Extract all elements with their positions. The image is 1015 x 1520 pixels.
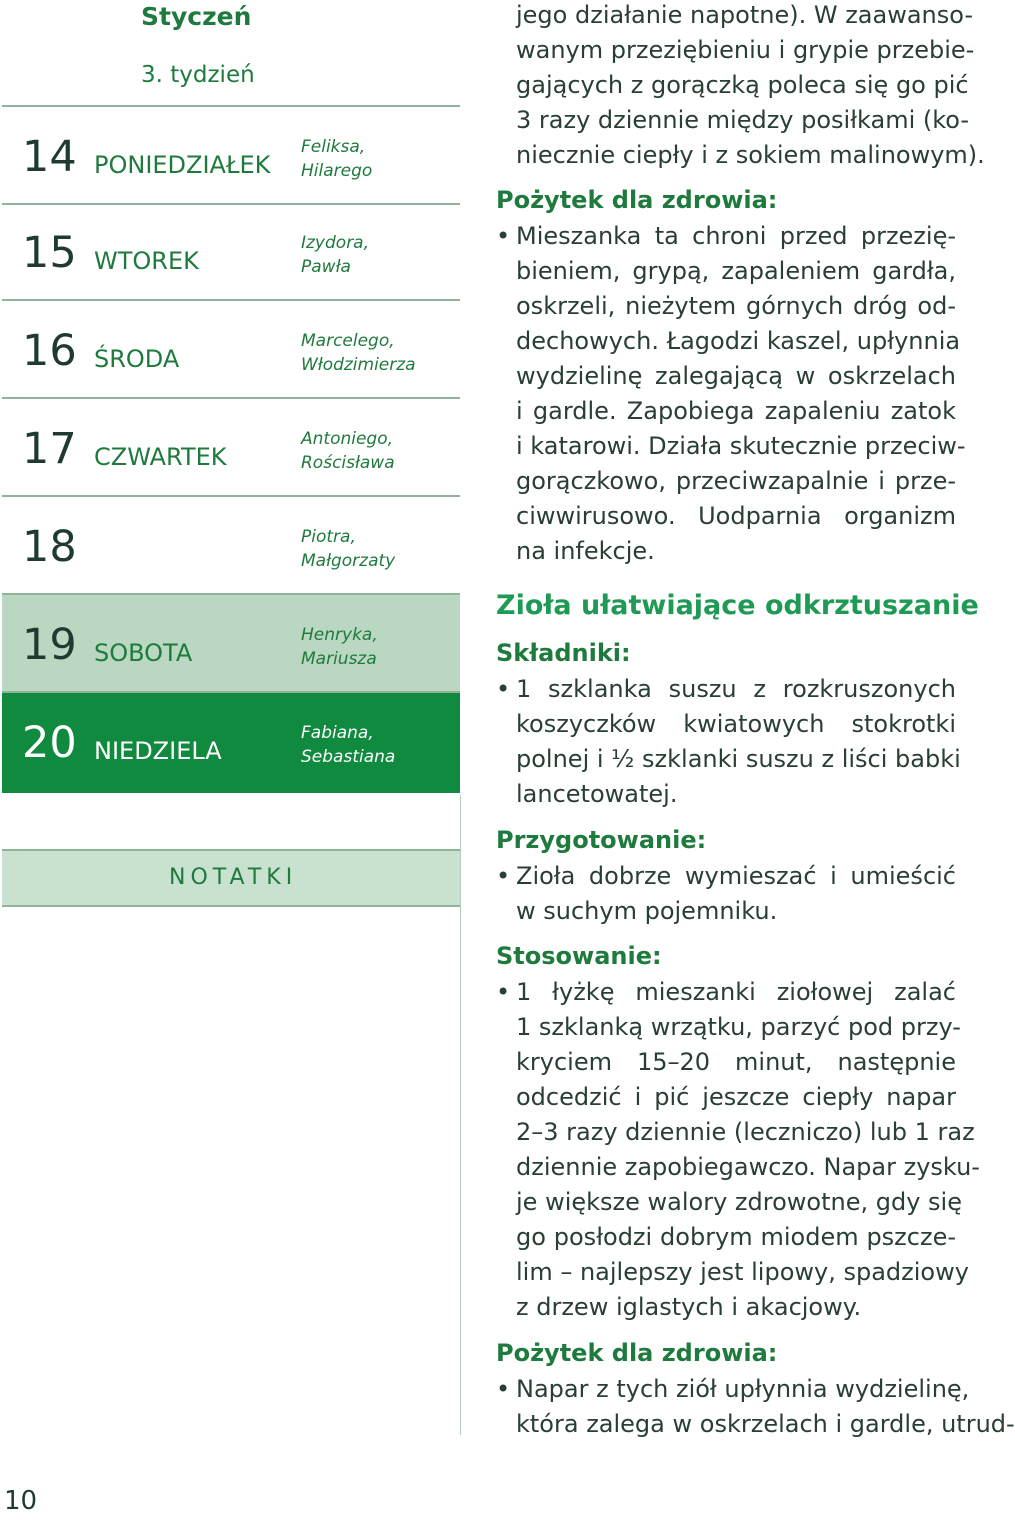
text-line: lancetowatej. bbox=[516, 780, 678, 808]
text-line: w suchym pojemniku. bbox=[516, 897, 778, 925]
day-number: 14 bbox=[22, 132, 77, 182]
name-day bbox=[301, 231, 369, 279]
day-name: ŚRODA bbox=[94, 345, 180, 373]
name-day-line: Mariusza bbox=[301, 649, 377, 669]
month-title: Styczeń bbox=[141, 2, 252, 31]
recipe-title: Zioła ułatwiające odkrztuszanie bbox=[496, 590, 979, 621]
day-name: NIEDZIELA bbox=[94, 737, 222, 765]
name-day-line: Rościsława bbox=[301, 453, 395, 473]
text-line: dziennie zapobiegawczo. Napar zysku- bbox=[516, 1153, 980, 1181]
day-number: 20 bbox=[22, 718, 77, 768]
text-line: z drzew iglastych i akacjowy. bbox=[516, 1293, 862, 1321]
section-heading: Stosowanie: bbox=[496, 942, 662, 970]
name-day-line: Fabiana, bbox=[301, 723, 374, 743]
bullet-mark: • bbox=[496, 978, 511, 1006]
text-line: jego działanie napotne). W zaawanso- bbox=[516, 1, 974, 29]
name-day-line: Pawła bbox=[301, 257, 351, 277]
text-line: polnej i ½ szklanki suszu z liści babki bbox=[516, 745, 961, 773]
text-line: dechowych. Łagodzi kaszel, upłynnia bbox=[516, 327, 961, 355]
name-day-line: Izydora, bbox=[301, 233, 369, 253]
text-line: 2–3 razy dziennie (leczniczo) lub 1 raz bbox=[516, 1118, 975, 1146]
day-number: 16 bbox=[22, 326, 77, 376]
name-day bbox=[301, 135, 372, 183]
day-row-sunday bbox=[2, 693, 460, 793]
notes-header bbox=[2, 849, 460, 907]
text-line: wanym przeziębieniu i grypie przebie- bbox=[516, 36, 975, 64]
name-day bbox=[301, 329, 416, 377]
section-heading: Przygotowanie: bbox=[496, 826, 707, 854]
text-line: i katarowi. Działa skutecznie przeciw- bbox=[516, 432, 966, 460]
day-number: 15 bbox=[22, 228, 77, 278]
text-line: go posłodzi dobrym miodem pszcze- bbox=[516, 1223, 956, 1251]
name-day bbox=[301, 623, 378, 671]
text-line: 3 razy dziennie między posiłkami (ko- bbox=[516, 106, 970, 134]
text-line: lim – najlepszy jest lipowy, spadziowy bbox=[516, 1258, 969, 1286]
name-day-line: Henryka, bbox=[301, 625, 378, 645]
text-line: gających z gorączką poleca się go pić bbox=[516, 71, 969, 99]
bullet-mark: • bbox=[496, 862, 511, 890]
notes-divider bbox=[460, 795, 461, 1435]
name-day-line: Sebastiana bbox=[301, 747, 396, 767]
text-line: która zalega w oskrzelach i gardle, utrud- bbox=[516, 1410, 1015, 1438]
day-row bbox=[2, 301, 460, 399]
name-day bbox=[301, 427, 395, 475]
text-line: niecznie ciepły i z sokiem malinowym). bbox=[516, 141, 985, 169]
name-day-line: Antoniego, bbox=[301, 429, 394, 449]
day-name: CZWARTEK bbox=[94, 443, 227, 471]
text-line: na infekcje. bbox=[516, 537, 655, 565]
text-line: Mieszanka ta chroni przed przezię- bbox=[516, 222, 956, 250]
week-label: 3. tydzień bbox=[141, 62, 255, 88]
day-row bbox=[2, 105, 460, 205]
section-heading: Pożytek dla zdrowia: bbox=[496, 186, 778, 214]
text-line: 1 szklanka suszu z rozkruszonych bbox=[516, 675, 956, 703]
day-row-saturday bbox=[2, 595, 460, 693]
text-line: kryciem 15–20 minut, następnie bbox=[516, 1048, 956, 1076]
page-number: 10 bbox=[4, 1486, 38, 1516]
text-line: bieniem, grypą, zapaleniem gardła, bbox=[516, 257, 956, 285]
bullet-mark: • bbox=[496, 222, 511, 250]
day-name: PONIEDZIAŁEK bbox=[94, 151, 271, 179]
notes-label: NOTATKI bbox=[169, 865, 298, 890]
day-number: 17 bbox=[22, 424, 77, 474]
name-day bbox=[301, 721, 395, 769]
name-day-line: Małgorzaty bbox=[301, 551, 396, 571]
text-line: wydzielinę zalegającą w oskrzelach bbox=[516, 362, 956, 390]
text-line: koszyczków kwiatowych stokrotki bbox=[516, 710, 956, 738]
text-line: ciwwirusowo. Uodparnia organizm bbox=[516, 502, 956, 530]
day-number: 18 bbox=[22, 522, 77, 572]
text-line: je większe walory zdrowotne, gdy się bbox=[516, 1188, 962, 1216]
bullet-mark: • bbox=[496, 675, 511, 703]
text-line: 1 łyżkę mieszanki ziołowej zalać bbox=[516, 978, 956, 1006]
name-day bbox=[301, 525, 395, 573]
text-line: Zioła dobrze wymieszać i umieścić bbox=[516, 862, 956, 890]
bullet-mark: • bbox=[496, 1375, 511, 1403]
day-row bbox=[2, 497, 460, 595]
name-day-line: Piotra, bbox=[301, 527, 356, 547]
day-row bbox=[2, 203, 460, 301]
day-name: WTOREK bbox=[94, 247, 199, 275]
text-line: 1 szklanką wrzątku, parzyć pod przy- bbox=[516, 1013, 961, 1041]
name-day-line: Marcelego, bbox=[301, 331, 395, 351]
day-row bbox=[2, 399, 460, 497]
section-heading: Składniki: bbox=[496, 639, 631, 667]
name-day-line: Włodzimierza bbox=[301, 355, 416, 375]
day-number: 19 bbox=[22, 620, 77, 670]
text-line: Napar z tych ziół upłynnia wydzielinę, bbox=[516, 1375, 970, 1403]
text-line: gorączkowo, przeciwzapalnie i prze- bbox=[516, 467, 956, 495]
text-line: i gardle. Zapobiega zapaleniu zatok bbox=[516, 397, 956, 425]
calendar-column bbox=[0, 0, 462, 1440]
name-day-line: Hilarego bbox=[301, 161, 373, 181]
day-name: SOBOTA bbox=[94, 639, 193, 667]
section-heading: Pożytek dla zdrowia: bbox=[496, 1339, 778, 1367]
text-line: oskrzeli, nieżytem górnych dróg od- bbox=[516, 292, 956, 320]
name-day-line: Feliksa, bbox=[301, 137, 366, 157]
text-line: odcedzić i pić jeszcze ciepły napar bbox=[516, 1083, 956, 1111]
